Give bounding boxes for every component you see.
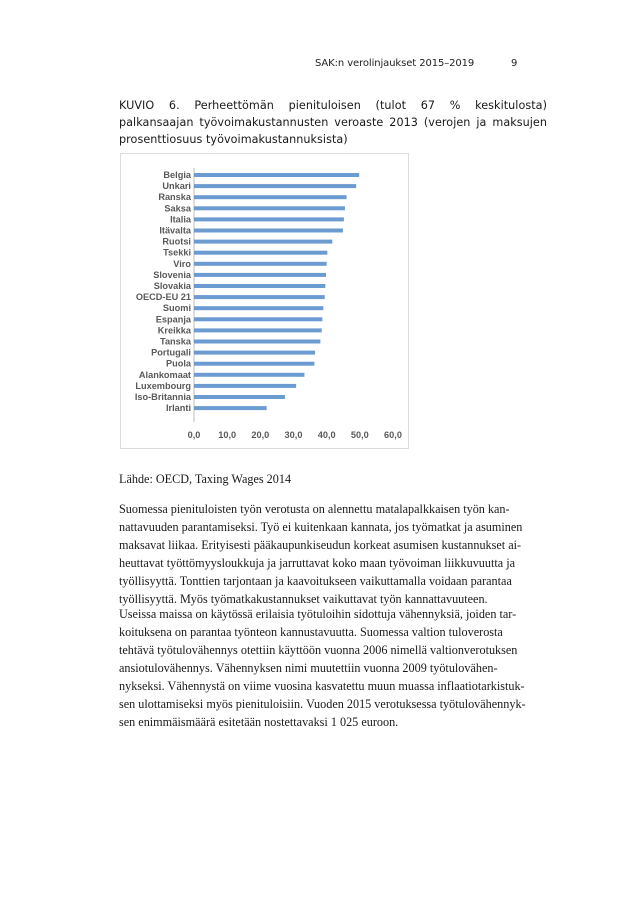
x-tick-label: 40,0 bbox=[317, 430, 336, 440]
paragraph-line: työllisyyttä. Myös työmatkakustannukset vaikuttavat työn kannattavuuteen. bbox=[119, 592, 488, 606]
bar bbox=[194, 340, 320, 344]
page-number: 9 bbox=[511, 58, 518, 69]
figure-source: Lähde: OECD, Taxing Wages 2014 bbox=[119, 472, 292, 486]
bar bbox=[194, 328, 322, 332]
category-label: Unkari bbox=[162, 181, 191, 192]
paragraph-line: sen ulottamiseksi myös pienituloisiin. Vuoden 2015 verotuksessa työtulovähennyk- bbox=[119, 697, 526, 711]
page-header bbox=[0, 58, 638, 74]
category-label: Suomi bbox=[162, 303, 191, 314]
x-tick-label: 60,0 bbox=[384, 430, 402, 440]
category-label: Alankomaat bbox=[138, 369, 191, 380]
paragraph-line: koituksena on parantaa työnteon kannustavuutta. Suomessa valtion tuloverosta bbox=[119, 625, 503, 639]
category-label: Puola bbox=[165, 358, 191, 369]
paragraph-line: nattavuuden parantamiseksi. Työ ei kuitenkaan kannata, jos työmatkat ja asuminen bbox=[119, 520, 523, 534]
figure-caption: KUVIO 6. Perheettömän pienituloisen (tulot 67 % keskitulosta) palkansaajan työvoimakustannusten veroaste 2013 (verojen ja maksujen prosenttiosuus työvoimakustannuksista) bbox=[119, 99, 547, 146]
x-tick-label: 50,0 bbox=[350, 430, 369, 440]
paragraph-line: maksavat liikaa. Erityisesti pääkaupunkiseudun korkeat asumisen kustannukset ai- bbox=[119, 538, 522, 552]
bar bbox=[194, 295, 325, 299]
bar bbox=[194, 262, 327, 266]
bar bbox=[194, 406, 267, 410]
category-label: Portugali bbox=[151, 347, 191, 358]
category-label: Slovakia bbox=[153, 281, 191, 291]
bar bbox=[194, 195, 347, 199]
category-label: Tsekki bbox=[163, 247, 191, 258]
bar bbox=[194, 284, 325, 288]
x-tick-label: 20,0 bbox=[251, 430, 270, 440]
bar bbox=[194, 173, 359, 177]
x-tick-label: 0,0 bbox=[187, 430, 201, 440]
category-label: Italia bbox=[170, 214, 191, 225]
running-title: SAK:n verolinjaukset 2015–2019 bbox=[315, 58, 475, 69]
bar bbox=[194, 240, 332, 244]
category-label: Espanja bbox=[155, 314, 191, 325]
category-label: OECD-EU 21 bbox=[135, 292, 191, 303]
category-label: Ranska bbox=[158, 192, 191, 203]
bar bbox=[194, 373, 304, 377]
paragraph-line: heuttavat työttömyysloukkuja ja jarruttavat koko maan työvoiman liikkuvuutta ja bbox=[119, 556, 516, 570]
x-tick-label: 30,0 bbox=[284, 430, 303, 440]
bar bbox=[194, 306, 323, 310]
paragraph-2 bbox=[119, 605, 549, 731]
category-label: Kreikka bbox=[157, 325, 191, 336]
paragraph-line: nykseksi. Vähennystä on viime vuosina kasvatettu muun muassa inflaatiotarkistuk- bbox=[119, 679, 525, 693]
paragraph-line: tehtävä työtulovähennys otettiin käyttöön vuonna 2006 nimellä valtionverotuksen bbox=[119, 643, 518, 657]
bar bbox=[194, 362, 314, 366]
x-tick-label: 10,0 bbox=[218, 430, 237, 440]
category-label: Ruotsi bbox=[162, 236, 191, 247]
category-label: Slovenia bbox=[153, 269, 191, 280]
bar bbox=[194, 206, 345, 210]
bar bbox=[194, 184, 356, 188]
paragraph-line: Useissa maissa on käytössä erilaisia työtuloihin sidottuja vähennyksiä, joiden tar- bbox=[119, 607, 517, 621]
bar-chart bbox=[120, 153, 409, 449]
bar bbox=[194, 351, 315, 355]
bar bbox=[194, 273, 326, 277]
category-label: Iso-Britannia bbox=[134, 392, 191, 402]
bar bbox=[194, 251, 327, 255]
paragraph-1 bbox=[119, 500, 549, 608]
bar bbox=[194, 317, 322, 321]
paragraph-line: työllisyyttä. Tonttien tarjontaan ja kaavoitukseen vaikuttamalla voidaan parantaa bbox=[119, 574, 512, 588]
bar bbox=[194, 395, 285, 399]
category-label: Belgia bbox=[163, 170, 191, 180]
category-label: Saksa bbox=[164, 203, 191, 214]
bar bbox=[194, 217, 344, 221]
paragraph-line: sen enimmäismäärä esitetään nostettavaksi 1 025 euroon. bbox=[119, 715, 399, 729]
chart-svg bbox=[121, 154, 408, 448]
category-label: Tanska bbox=[160, 336, 191, 347]
paragraph-line: ansiotulovähennys. Vähennyksen nimi muutettiin vuonna 2009 työtulovähen- bbox=[119, 661, 498, 675]
category-label: Irlanti bbox=[165, 403, 191, 414]
paragraph-line: Suomessa pienituloisten työn verotusta on alennettu matalapalkkaisen työn kan- bbox=[119, 502, 510, 516]
category-label: Luxembourg bbox=[135, 380, 191, 391]
bar bbox=[194, 384, 296, 388]
bar bbox=[194, 229, 343, 233]
category-label: Itävalta bbox=[159, 225, 191, 236]
category-label: Viro bbox=[173, 258, 191, 269]
